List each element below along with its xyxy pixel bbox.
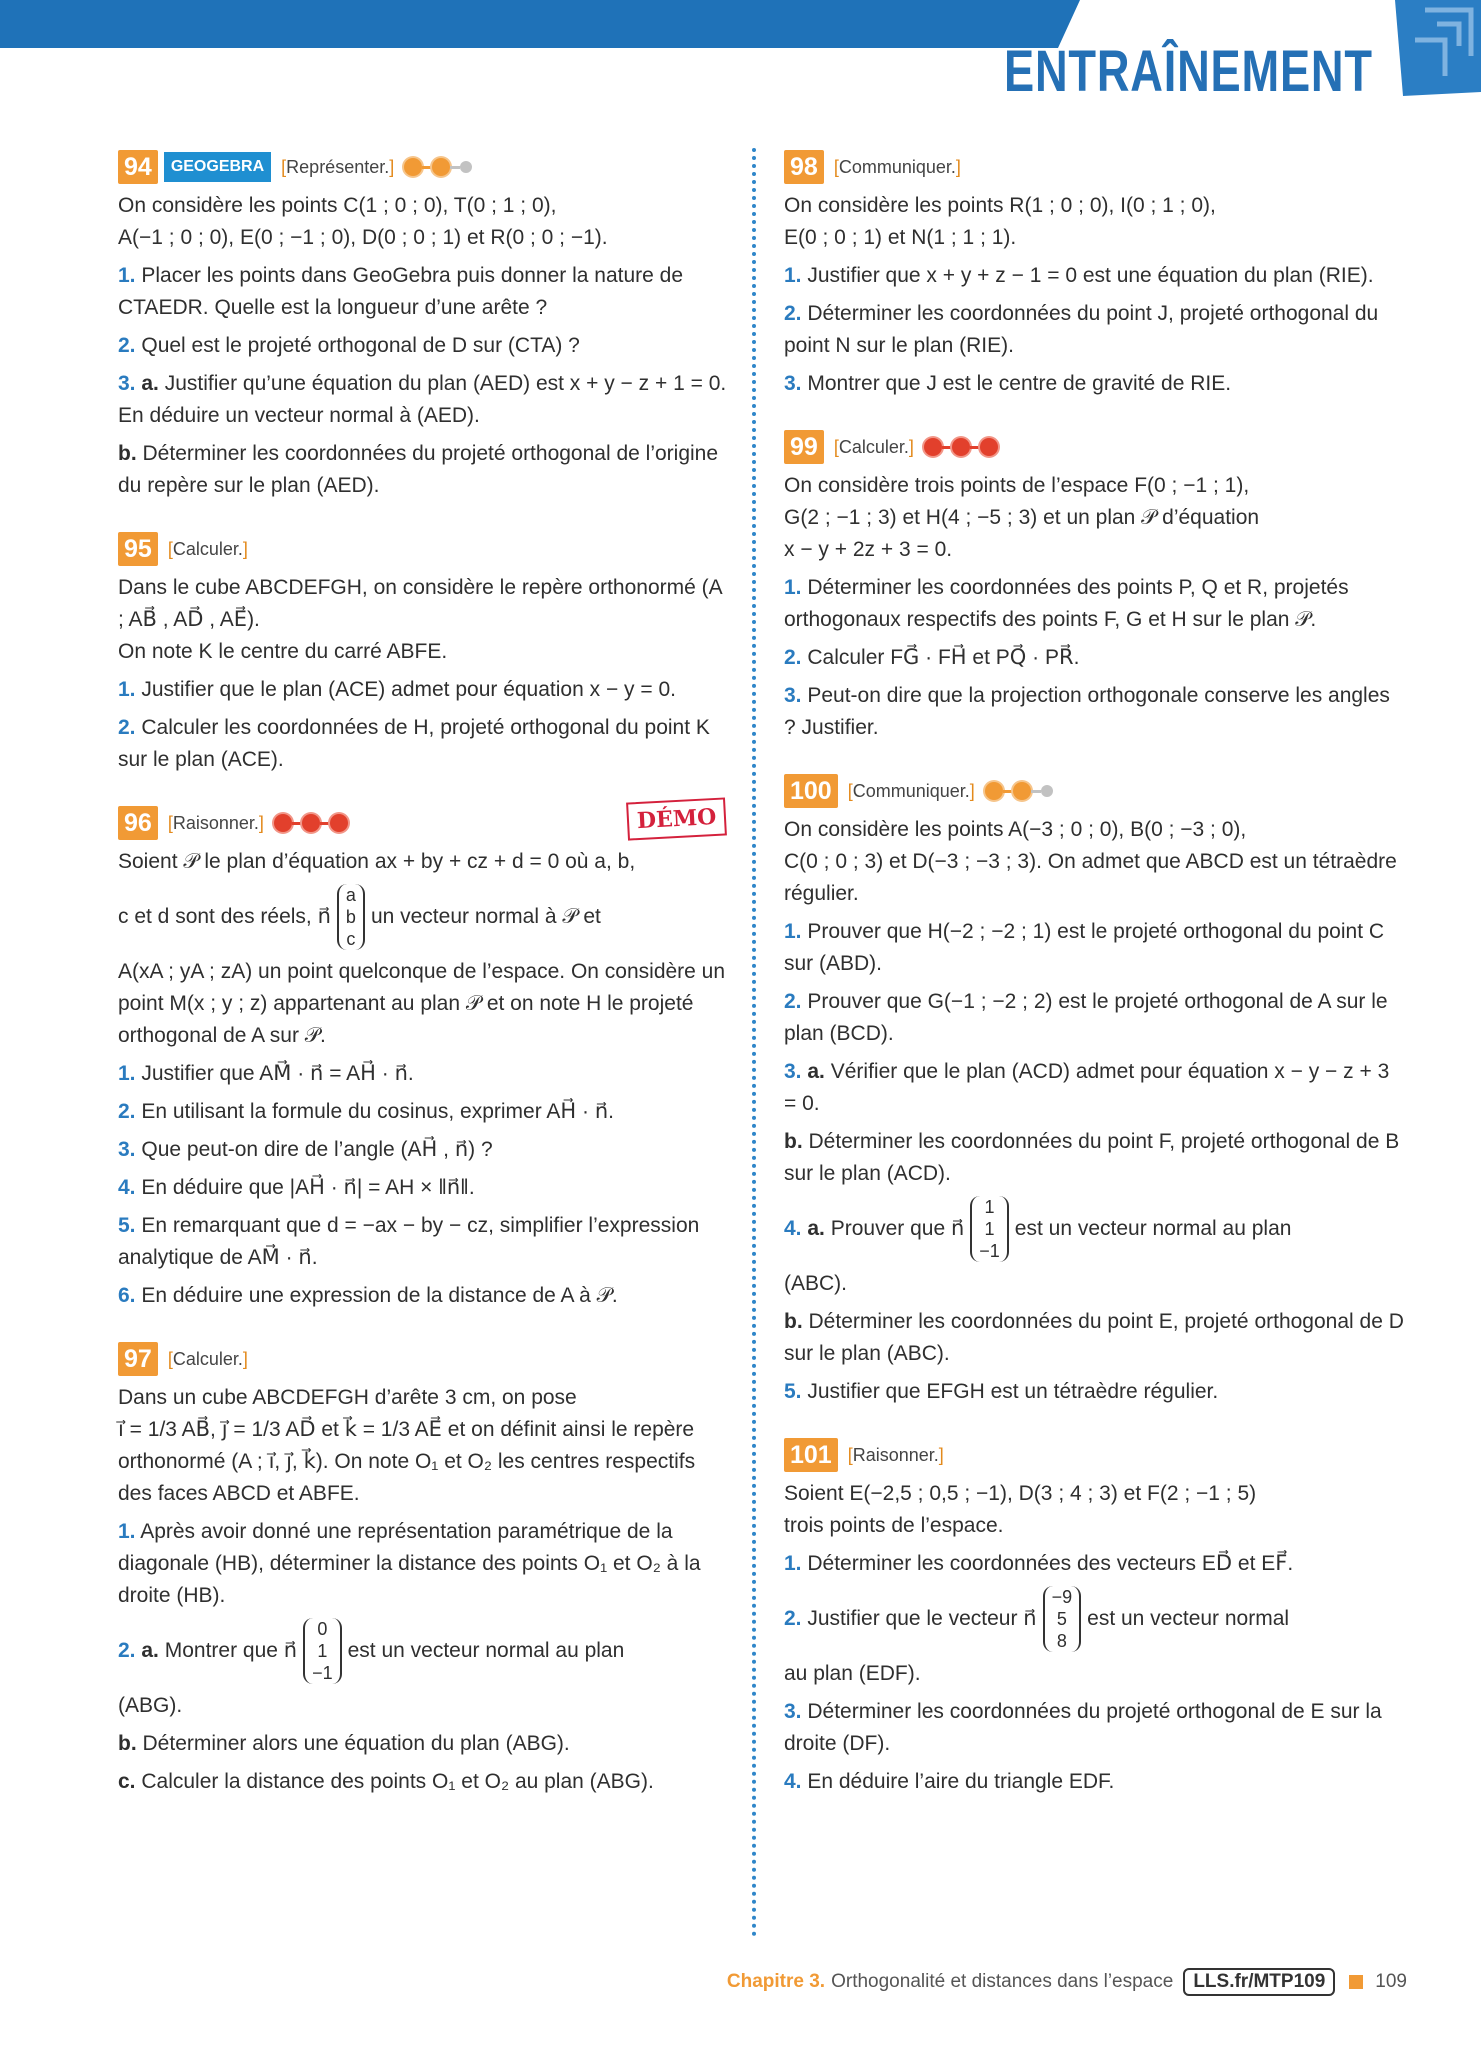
skill-tag: [Raisonner.] [847,1444,944,1465]
corner-decoration [1385,0,1481,96]
question: 3. Peut-on dire que la projection orthogonale conserve les angles ? Justifier. [784,684,1390,739]
question: b. Déterminer alors une équation du plan (ABG). [118,1732,570,1755]
question: 2. Déterminer les coordonnées du point J, projeté orthogonal du point N sur le plan (RIE). [784,302,1379,357]
exercise-94 [118,150,730,502]
question: 6. En déduire une expression de la distance de A à 𝒫. [118,1284,618,1307]
exercise-101 [784,1438,1404,1798]
difficulty-indicator [274,814,348,832]
question: 5. En remarquant que d = −ax − by − cz, simplifier l’expression analytique de AM⃗ · n⃗. [118,1214,700,1269]
difficulty-indicator [985,782,1053,800]
question: 2. Calculer les coordonnées de H, projeté orthogonal du point K sur le plan (ACE). [118,716,710,771]
question-with-vector: 2. a. Montrer que n⃗ 0 1 −1 est un vecteur normal au plan [118,1619,625,1683]
difficulty-dot-icon [460,161,472,173]
question-continuation: (ABG). [118,1694,183,1717]
question: 3. Montrer que J est le centre de gravité de RIE. [784,372,1232,395]
difficulty-dot-icon [924,438,942,456]
question: 2. Calculer FG⃗ · FH⃗ et PQ⃗ · PR⃗. [784,646,1080,669]
page-number: 109 [1375,1971,1407,1992]
exercise-intro: Soient E(−2,5 ; 0,5 ; −1), D(3 ; 4 ; 3) et F(2 ; −1 ; 5) trois points de l’espace. [784,1482,1257,1537]
exercise-intro: Soient 𝒫 le plan d’équation ax + by + cz + d = 0 où a, b, [118,850,636,873]
square-icon [1349,1975,1363,1989]
difficulty-dot-icon [302,814,320,832]
question: 1. Après avoir donné une représentation paramétrique de la diagonale (HB), déterminer la distance des points O₁ et O₂ à la droite (HB). [118,1520,701,1607]
difficulty-dot-icon [985,782,1003,800]
exercise-intro: Dans le cube ABCDEFGH, on considère le repère orthonormé (A ; AB⃗ , AD⃗ , AE⃗). On note K le centre du carré ABFE. [118,576,722,663]
question: 1. Déterminer les coordonnées des points P, Q et R, projetés orthogonaux respectifs des points F, G et H sur le plan 𝒫. [784,576,1349,631]
exercise-number: 99 [784,430,824,464]
exercise-header [118,150,730,184]
question: b. Déterminer les coordonnées du projeté orthogonal de l’origine du repère sur le plan (AED). [118,442,719,497]
exercise-number: 96 [118,806,158,840]
exercise-intro: A(xA ; yA ; zA) un point quelconque de l’espace. On considère un point M(x ; y ; z) appartenant au plan 𝒫 et on note H le projeté orthogonal de A sur 𝒫. [118,960,726,1047]
question: 4. En déduire que |AH⃗ · n⃗| = AH × ‖n⃗‖. [118,1176,475,1199]
question: 2. Prouver que G(−1 ; −2 ; 2) est le projeté orthogonal de A sur le plan (BCD). [784,990,1388,1045]
skill-tag: [Raisonner.] [167,812,264,833]
exercise-header [118,1342,730,1376]
difficulty-indicator [924,438,998,456]
exercise-number: 101 [784,1438,838,1472]
page-footer [727,1968,1407,1996]
exercise-96 [118,803,730,1312]
skill-tag: [Communiquer.] [833,156,961,177]
section-title: ENTRAÎNEMENT [1004,39,1373,104]
question: 1. Justifier que AM⃗ · n⃗ = AH⃗ · n⃗. [118,1062,414,1085]
exercise-number: 95 [118,532,158,566]
question: b. Déterminer les coordonnées du point E, projeté orthogonal de D sur le plan (ABC). [784,1310,1404,1365]
exercise-header [784,1438,1404,1472]
difficulty-dot-icon [1041,785,1053,797]
question: 1. Justifier que le plan (ACE) admet pour équation x − y = 0. [118,678,676,701]
normal-vector-matrix: 0 1 −1 [303,1618,342,1684]
question: 1. Déterminer les coordonnées des vecteurs ED⃗ et EF⃗. [784,1552,1294,1575]
exercise-header [118,532,730,566]
exercise-number: 97 [118,1342,158,1376]
question: 4. En déduire l’aire du triangle EDF. [784,1770,1115,1793]
difficulty-dot-icon [330,814,348,832]
exercise-intro: On considère les points R(1 ; 0 ; 0), I(0 ; 1 ; 0), E(0 ; 0 ; 1) et N(1 ; 1 ; 1). [784,194,1216,249]
normal-vector-matrix: a b c [337,884,365,950]
exercise-number: 94 [118,150,158,184]
header-bar [0,0,1058,48]
geogebra-tag: GEOGEBRA [164,152,271,182]
question: 3. a. Vérifier que le plan (ACD) admet pour équation x − y − z + 3 = 0. [784,1060,1390,1115]
exercise-header [784,150,1404,184]
exercise-number: 98 [784,150,824,184]
question: 1. Prouver que H(−2 ; −2 ; 1) est le projeté orthogonal du point C sur (ABD). [784,920,1385,975]
question: 3. a. Justifier qu’une équation du plan (AED) est x + y − z + 1 = 0. En déduire un vecteur normal à (AED). [118,372,727,427]
skill-tag: [Calculer.] [167,538,248,559]
exercise-header [784,774,1404,808]
difficulty-indicator [404,158,472,176]
question: 3. Que peut-on dire de l’angle (AH⃗ , n⃗) ? [118,1138,493,1161]
difficulty-dot-icon [404,158,422,176]
question-with-vector: 2. Justifier que le vecteur n⃗ −9 5 8 est un vecteur normal [784,1587,1290,1651]
difficulty-dot-icon [1013,782,1031,800]
difficulty-dot-icon [274,814,292,832]
question: 1. Justifier que x + y + z − 1 = 0 est une équation du plan (RIE). [784,264,1374,287]
exercise-95 [118,532,730,776]
exercise-100 [784,774,1404,1408]
normal-vector-matrix: 1 1 −1 [970,1196,1009,1262]
lls-link[interactable]: LLS.fr/MTP109 [1183,1968,1335,1996]
right-column [784,150,1404,1828]
chapter-label: Chapitre 3. [726,1971,826,1992]
question: c. Calculer la distance des points O₁ et O₂ au plan (ABG). [118,1770,654,1793]
question-continuation: au plan (EDF). [784,1662,921,1685]
question: b. Déterminer les coordonnées du point F, projeté orthogonal de B sur le plan (ACD). [784,1130,1400,1185]
skill-tag: [Calculer.] [167,1348,248,1369]
difficulty-dot-icon [432,158,450,176]
exercise-intro: On considère trois points de l’espace F(0 ; −1 ; 1), G(2 ; −1 ; 3) et H(4 ; −5 ; 3) et un plan 𝒫 d’équation x − y + 2z + 3 = 0. [784,474,1260,561]
exercise-97 [118,1342,730,1798]
exercise-intro: Dans un cube ABCDEFGH d’arête 3 cm, on pose i⃗ = 1/3 AB⃗, j⃗ = 1/3 AD⃗ et k⃗ = 1/3 AE⃗ et on définit ainsi le repère orthonormé (A ; i⃗, j⃗, k⃗). On note O₁ et O₂ les centres respectifs des faces ABCD et ABFE. [118,1386,696,1505]
difficulty-dot-icon [980,438,998,456]
exercise-intro: On considère les points A(−3 ; 0 ; 0), B(0 ; −3 ; 0), C(0 ; 0 ; 3) et D(−3 ; −3 ; 3). On admet que ABCD est un tétraèdre régulier. [784,818,1397,905]
left-column [118,150,730,1828]
question-continuation: (ABC). [784,1272,847,1295]
question: 1. Placer les points dans GeoGebra puis donner la nature de CTAEDR. Quelle est la longueur d’une arête ? [118,264,684,319]
difficulty-dot-icon [952,438,970,456]
exercise-header [784,430,1404,464]
skill-tag: [Calculer.] [833,436,914,457]
question: 2. Quel est le projeté orthogonal de D sur (CTA) ? [118,334,580,357]
question: 3. Déterminer les coordonnées du projeté orthogonal de E sur la droite (DF). [784,1700,1382,1755]
column-divider [752,148,756,1938]
exercise-intro: On considère les points C(1 ; 0 ; 0), T(0 ; 1 ; 0), A(−1 ; 0 ; 0), E(0 ; −1 ; 0), D(0 ; 0 ; 1) et R(0 ; 0 ; −1). [118,194,608,249]
question: 5. Justifier que EFGH est un tétraèdre régulier. [784,1380,1219,1403]
demo-badge: DÉMO [626,797,727,840]
skill-tag: [Communiquer.] [847,780,975,801]
question: 2. En utilisant la formule du cosinus, exprimer AH⃗ · n⃗. [118,1100,614,1123]
question-with-vector: 4. a. Prouver que n⃗ 1 1 −1 est un vecteur normal au plan [784,1197,1292,1261]
chapter-title: Orthogonalité et distances dans l’espace [831,1971,1174,1992]
exercise-number: 100 [784,774,838,808]
normal-vector-matrix: −9 5 8 [1043,1586,1082,1652]
exercise-98 [784,150,1404,400]
exercise-99 [784,430,1404,744]
exercise-intro-vector-line: c et d sont des réels, n⃗ a b c un vecteur normal à 𝒫 et [118,885,601,949]
skill-tag: [Représenter.] [281,156,395,177]
